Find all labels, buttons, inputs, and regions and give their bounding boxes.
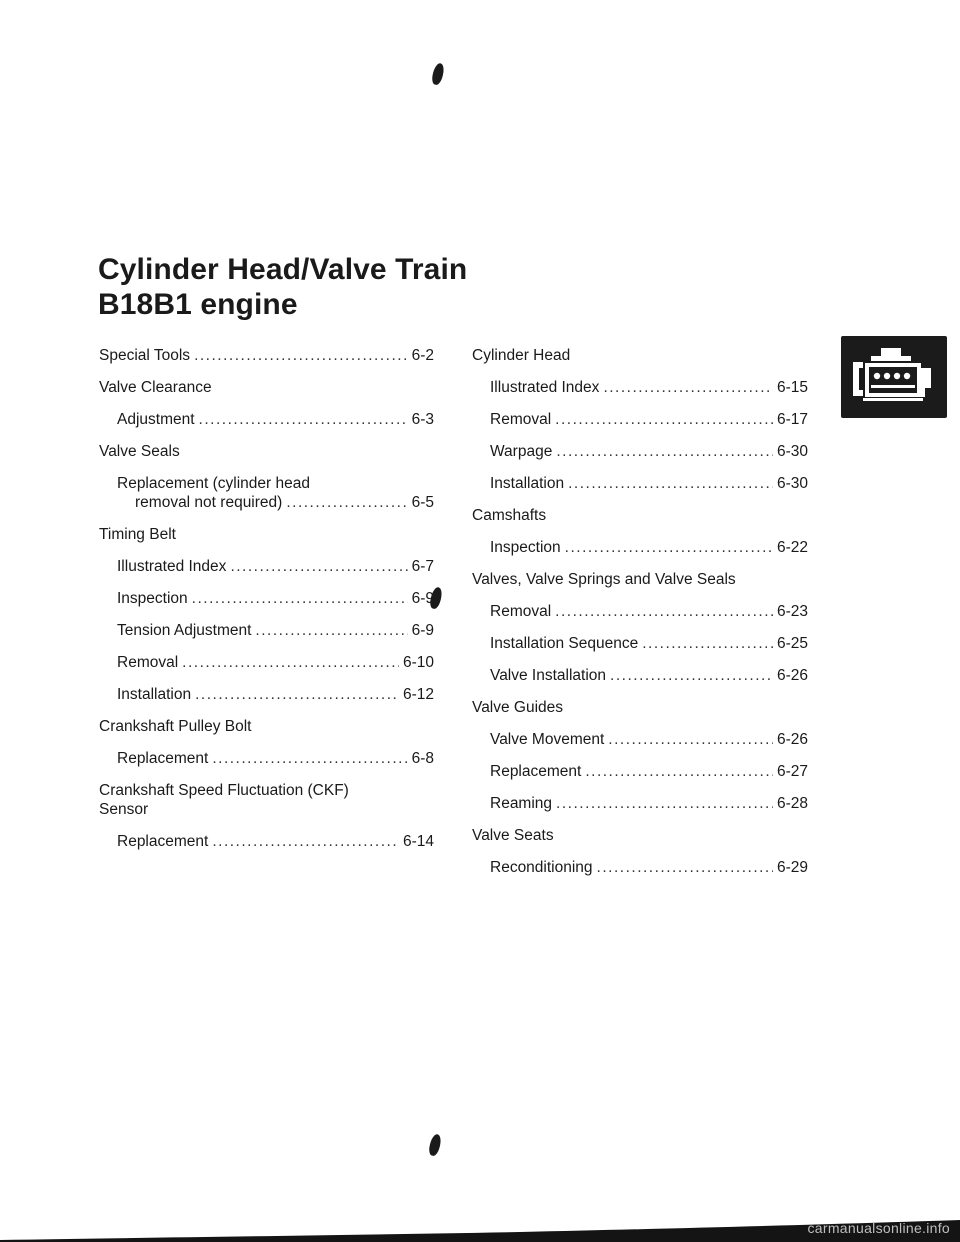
leader-dots (212, 832, 399, 851)
leader-dots (555, 410, 773, 429)
leader-dots (610, 666, 773, 685)
toc-entry-timing-belt-installation[interactable]: Installation ..... 6-12 (117, 685, 434, 704)
leader-dots (192, 589, 408, 608)
page-ref: 6-9 (411, 590, 434, 607)
toc-right-column (472, 346, 808, 890)
toc-heading-valves: Valves, Valve Springs and Valve Seals (472, 571, 736, 588)
toc-entry-valve-guides-replacement[interactable]: Replacement ..... 6-27 (490, 762, 808, 781)
leader-dots (195, 685, 399, 704)
leader-dots (556, 794, 773, 813)
toc-entry-valve-guides-reaming[interactable]: Reaming ..... 6-28 (490, 794, 808, 813)
toc-heading-valve-seats: Valve Seats (472, 827, 554, 844)
leader-dots (608, 730, 773, 749)
page-ref: 6-17 (776, 411, 808, 428)
toc-heading-timing-belt: Timing Belt (99, 526, 176, 543)
page-ref: 6-15 (776, 379, 808, 396)
page-ref: 6-22 (776, 539, 808, 556)
leader-dots (603, 378, 773, 397)
toc-entry-cylinder-head-illustrated-index[interactable]: Illustrated Index ..... 6-15 (490, 378, 808, 397)
toc-entry-valve-seals-replacement[interactable]: Replacement (cylinder head removal not required) ..... 6-5 (117, 474, 434, 512)
toc-heading-crankshaft-pulley-bolt: Crankshaft Pulley Bolt (99, 718, 252, 735)
toc-entry-valve-guides-valve-movement[interactable]: Valve Movement ..... 6-26 (490, 730, 808, 749)
leader-dots (194, 346, 408, 365)
page-ref: 6-7 (411, 558, 434, 575)
toc-heading-valve-seals: Valve Seals (99, 443, 180, 460)
toc-entry-camshafts-inspection[interactable]: Inspection ..... 6-22 (490, 538, 808, 557)
toc-heading-cylinder-head: Cylinder Head (472, 347, 571, 364)
toc-entry-valves-installation-sequence[interactable]: Installation Sequence ..... 6-25 (490, 634, 808, 653)
title-line-1: Cylinder Head/Valve Train (98, 253, 468, 286)
toc-left-column (99, 346, 434, 864)
toc-entry-timing-belt-illustrated-index[interactable]: Illustrated Index ..... 6-7 (117, 557, 434, 576)
page-ref: 6-26 (776, 731, 808, 748)
page-ref: 6-12 (402, 686, 434, 703)
page-ref: 6-10 (402, 654, 434, 671)
punch-mark-top (430, 62, 445, 86)
leader-dots (597, 858, 773, 877)
engine-section-icon (841, 336, 947, 418)
watermark: carmanualsonline.info (807, 1220, 950, 1236)
page-ref: 6-27 (776, 763, 808, 780)
toc-entry-valve-clearance-adjustment[interactable]: Adjustment ..... 6-3 (117, 410, 434, 429)
leader-dots (568, 474, 773, 493)
page-ref: 6-8 (411, 750, 434, 767)
toc-entry-cylinder-head-installation[interactable]: Installation ..... 6-30 (490, 474, 808, 493)
page-ref: 6-30 (776, 443, 808, 460)
toc-entry-valve-seats-reconditioning[interactable]: Reconditioning ..... 6-29 (490, 858, 808, 877)
leader-dots (556, 442, 773, 461)
toc-entry-timing-belt-inspection[interactable]: Inspection ..... 6-9 (117, 589, 434, 608)
leader-dots (255, 621, 407, 640)
leader-dots (565, 538, 773, 557)
page-ref: 6-3 (411, 411, 434, 428)
toc-entry-timing-belt-tension-adjustment[interactable]: Tension Adjustment ..... 6-9 (117, 621, 434, 640)
page-ref: 6-14 (402, 833, 434, 850)
page-ref: 6-29 (776, 859, 808, 876)
title-line-2: B18B1 engine (98, 288, 298, 321)
leader-dots (199, 410, 408, 429)
toc-heading-valve-clearance: Valve Clearance (99, 379, 212, 396)
page-ref: 6-28 (776, 795, 808, 812)
toc-entry-ckf-sensor-replacement[interactable]: Replacement ..... 6-14 (117, 832, 434, 851)
page-ref: 6-26 (776, 667, 808, 684)
page-ref: 6-9 (411, 622, 434, 639)
toc-entry-special-tools[interactable]: Special Tools ..... 6-2 (99, 346, 434, 365)
page-ref: 6-23 (776, 603, 808, 620)
page-ref: 6-30 (776, 475, 808, 492)
leader-dots (230, 557, 407, 576)
toc-entry-valves-valve-installation[interactable]: Valve Installation ..... 6-26 (490, 666, 808, 685)
leader-dots (555, 602, 773, 621)
page-ref: 6-5 (411, 494, 434, 511)
page-title (98, 252, 467, 322)
toc-entry-valves-removal[interactable]: Removal ..... 6-23 (490, 602, 808, 621)
toc-entry-timing-belt-removal[interactable]: Removal ..... 6-10 (117, 653, 434, 672)
leader-dots (212, 749, 407, 768)
leader-dots (642, 634, 773, 653)
page-ref: 6-25 (776, 635, 808, 652)
toc-entry-cylinder-head-removal[interactable]: Removal ..... 6-17 (490, 410, 808, 429)
toc-heading-ckf-sensor: Crankshaft Speed Fluctuation (CKF) Sensor (99, 782, 349, 818)
toc-entry-crankshaft-pulley-bolt-replacement[interactable]: Replacement ..... 6-8 (117, 749, 434, 768)
leader-dots (182, 653, 399, 672)
punch-mark-bottom (427, 1133, 442, 1157)
toc-heading-valve-guides: Valve Guides (472, 699, 564, 716)
toc-entry-cylinder-head-warpage[interactable]: Warpage ..... 6-30 (490, 442, 808, 461)
leader-dots (286, 493, 407, 512)
engine-icon (841, 336, 947, 418)
leader-dots (585, 762, 773, 781)
toc-heading-camshafts: Camshafts (472, 507, 547, 524)
page-ref: 6-2 (411, 347, 434, 364)
